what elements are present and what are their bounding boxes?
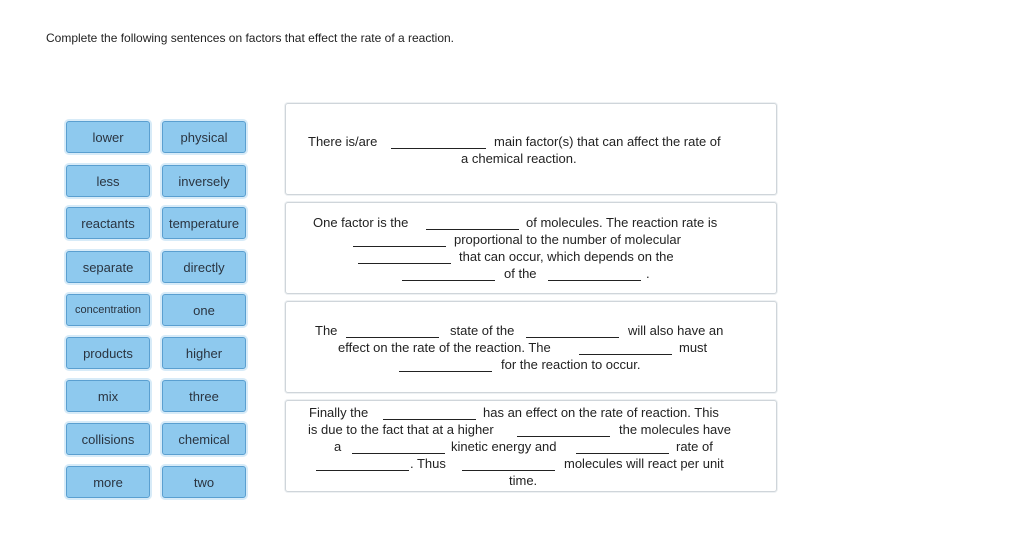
word-chip-products[interactable]: products xyxy=(66,337,150,369)
s3-text-5: must xyxy=(679,340,708,355)
blank-3-2[interactable] xyxy=(526,337,619,338)
word-chip-chemical[interactable]: chemical xyxy=(162,423,246,455)
s4-text-9: molecules will react per unit xyxy=(564,456,724,471)
s2-text-4: that can occur, which depends on the xyxy=(459,249,674,264)
blank-2-3[interactable] xyxy=(358,263,451,264)
word-chip-temperature[interactable]: temperature xyxy=(162,207,246,239)
blank-1-1[interactable] xyxy=(391,148,486,149)
word-chip-directly[interactable]: directly xyxy=(162,251,246,283)
s1-text-3: a chemical reaction. xyxy=(461,151,577,166)
blank-2-2[interactable] xyxy=(353,246,446,247)
sentence-panel-4 xyxy=(285,400,777,492)
s2-text-2: of molecules. The reaction rate is xyxy=(526,215,718,230)
blank-4-3[interactable] xyxy=(352,453,445,454)
s2-text-5: of the xyxy=(504,266,537,281)
blank-3-3[interactable] xyxy=(579,354,672,355)
blank-2-5[interactable] xyxy=(548,280,641,281)
s3-text-3: will also have an xyxy=(628,323,724,338)
s4-text-7: rate of xyxy=(676,439,713,454)
sentence-panel-1 xyxy=(285,103,777,195)
word-chip-inversely[interactable]: inversely xyxy=(162,165,246,197)
s3-text-1: The xyxy=(315,323,338,338)
word-chip-separate[interactable]: separate xyxy=(66,251,150,283)
word-chip-reactants[interactable]: reactants xyxy=(66,207,150,239)
sentence-panel-2 xyxy=(285,202,777,294)
word-chip-two[interactable]: two xyxy=(162,466,246,498)
blank-4-5[interactable] xyxy=(316,470,409,471)
word-chip-lower[interactable]: lower xyxy=(66,121,150,153)
word-chip-less[interactable]: less xyxy=(66,165,150,197)
s3-text-2: state of the xyxy=(450,323,515,338)
word-chip-one[interactable]: one xyxy=(162,294,246,326)
word-chip-higher[interactable]: higher xyxy=(162,337,246,369)
s2-text-6: . xyxy=(646,266,650,281)
blank-2-4[interactable] xyxy=(402,280,495,281)
blank-3-1[interactable] xyxy=(346,337,439,338)
s4-text-4: the molecules have xyxy=(619,422,732,437)
s3-text-4: effect on the rate of the reaction. The xyxy=(338,340,551,355)
word-chip-concentration[interactable]: concentration xyxy=(66,294,150,326)
s4-text-10: time. xyxy=(509,473,538,488)
blank-4-1[interactable] xyxy=(383,419,476,420)
blank-4-6[interactable] xyxy=(462,470,555,471)
s1-text-2: main factor(s) that can affect the rate of xyxy=(494,134,721,149)
s4-text-3: is due to the fact that at a higher xyxy=(308,422,494,437)
s2-text-1: One factor is the xyxy=(313,215,409,230)
s4-text-2: has an effect on the rate of reaction. This xyxy=(483,405,719,420)
instructions-text: Complete the following sentences on factors that effect the rate of a reaction. xyxy=(46,31,455,45)
blank-3-4[interactable] xyxy=(399,371,492,372)
word-chip-physical[interactable]: physical xyxy=(162,121,246,153)
word-chip-collisions[interactable]: collisions xyxy=(66,423,150,455)
s3-text-6: for the reaction to occur. xyxy=(501,357,641,372)
s4-text-5: a xyxy=(334,439,342,454)
blank-4-4[interactable] xyxy=(576,453,669,454)
word-chip-more[interactable]: more xyxy=(66,466,150,498)
s1-text-1: There is/are xyxy=(308,134,378,149)
word-chip-mix[interactable]: mix xyxy=(66,380,150,412)
sentence-panel-3 xyxy=(285,301,777,393)
s4-text-8: . Thus xyxy=(410,456,446,471)
blank-4-2[interactable] xyxy=(517,436,610,437)
word-chip-three[interactable]: three xyxy=(162,380,246,412)
s4-text-1: Finally the xyxy=(309,405,369,420)
s2-text-3: proportional to the number of molecular xyxy=(454,232,681,247)
blank-2-1[interactable] xyxy=(426,229,519,230)
s4-text-6: kinetic energy and xyxy=(451,439,557,454)
